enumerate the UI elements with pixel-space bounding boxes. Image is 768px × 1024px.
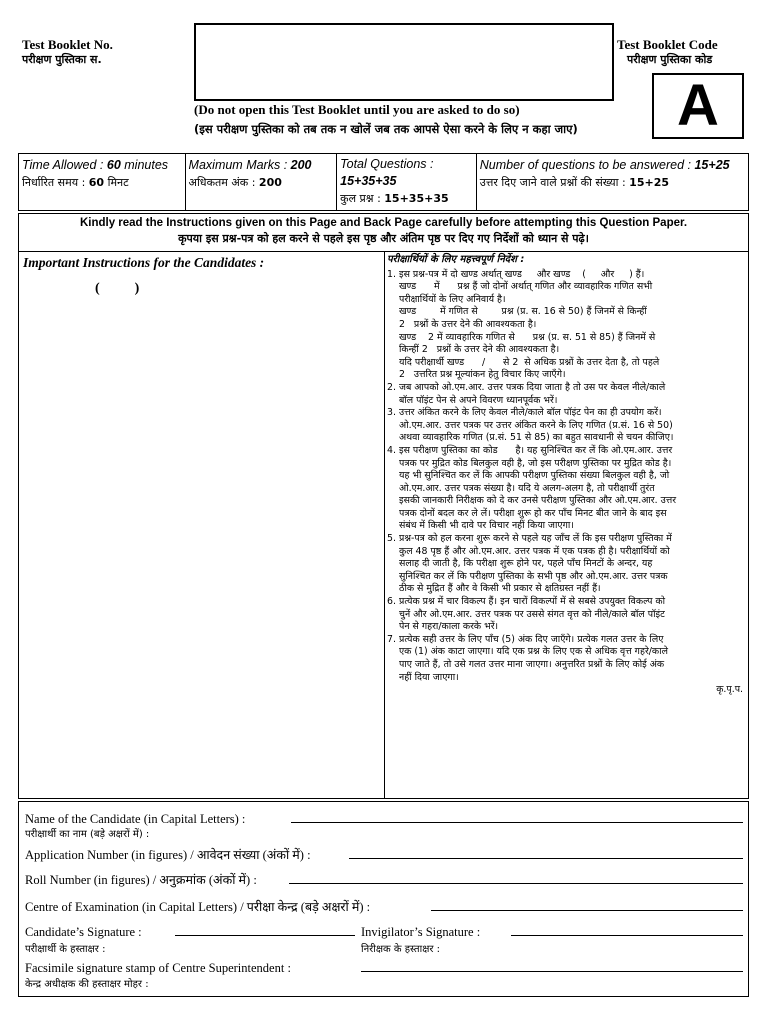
invigilator-signature-label: Invigilator’s Signature : [361,925,481,939]
instruction-line: 2 प्रश्नों के उत्तर देने की आवश्यकता है। [399,318,537,330]
total-questions-cell [337,154,477,210]
instruction-line: पत्रक दोनों बदल कर ले लें। परीक्षा शुरू हो कर पाँच मिनट बीत जाने के बाद इस [399,507,667,519]
instruction-line: इसकी जानकारी निरीक्षक को दे कर उनसे परीक्षण पुस्तिका और ओ.एम.आर. उत्तर [399,495,677,507]
instruction-line: यदि परीक्षार्थी खण्ड / से 2 से अधिक प्रश्नों के उत्तर देता है, तो पहले [399,356,660,368]
booklet-number-field[interactable] [194,23,614,101]
application-number-field[interactable] [349,858,743,859]
instruction-number: 3. [387,407,396,419]
booklet-code-box [652,73,744,139]
instruction-item [387,382,745,407]
instruction-number: 2. [387,381,396,393]
time-unit: minutes [120,158,169,172]
answer-label-hindi: उत्तर दिए जाने वाले प्रश्नों की संख्या : [479,176,630,189]
instruction-line: कुल 48 पृष्ठ हैं और ओ.एम.आर. उत्तर पत्रक में एक पत्रक ही है। परीक्षार्थियों को [399,545,670,557]
candidate-signature-label-hindi: परीक्षार्थी के हस्ताक्षर : [25,944,106,955]
questions-value-hindi: 15+35+35 [384,192,449,205]
questions-label-hindi: कुल प्रश्न : [340,192,385,205]
instruction-line: पाए जाते हैं, तो उसे गलत उत्तर माना जाएगा। अनुत्तरित प्रश्नों के लिए कोई अंक [399,659,665,670]
booklet-no-label: Test Booklet No. [22,37,113,52]
instruction-line: परीक्षार्थियों के लिए अनिवार्य है। [399,293,506,305]
exam-centre-label: Centre of Examination (in Capital Letters) / परीक्षा केन्द्र (बड़े अक्षरों में) : [25,900,371,914]
blank-parentheses: ( ) [95,281,140,296]
questions-to-answer-cell [477,154,748,210]
instructions-list [387,269,745,685]
time-value: 60 [106,158,121,172]
instruction-line: बॉल पॉइंट पेन से अपने विवरण ध्यानपूर्वक भरें। [399,394,558,406]
time-label: Time Allowed : [22,158,107,172]
important-instructions-title: Important Instructions for the Candidates : [23,255,265,270]
application-number-label: Application Number (in figures) / आवेदन संख्या (अंकों में) : [25,848,311,862]
instruction-line: खण्ड में प्रश्न हैं जो दोनों अर्थात् गणित और व्यावहारिक गणित सभी [399,281,653,293]
instruction-line: ठीक से मुद्रित हैं और वे किसी भी प्रकार से क्षतिग्रस्त नहीं हैं। [399,583,601,595]
candidate-name-field[interactable] [291,822,743,823]
instruction-line: एक (1) अंक काटा जाएगा। यदि एक प्रश्न के लिए एक से अधिक वृत्त गहरे/काले [399,646,668,658]
superintendent-stamp-label: Facsimile signature stamp of Centre Superintendent : [25,961,291,975]
instruction-number: 1. [387,268,396,280]
instruction-line: चुनें और ओ.एम.आर. उत्तर पत्रक पर उससे संगत वृत्त को नीले/काले बॉल पॉइंट [399,608,665,620]
marks-label-hindi: अधिकतम अंक : [188,176,259,189]
instruction-line: प्रत्येक प्रश्न में चार विकल्प हैं। इन चारों विकल्पों में से सबसे उपयुक्त विकल्प को [399,596,666,608]
booklet-code-letter: A [677,73,719,138]
instruction-number: 4. [387,444,396,456]
marks-value-hindi: 200 [258,176,282,189]
time-label-hindi: निर्धारित समय : [22,176,89,189]
superintendent-stamp-label-hindi: केन्द्र अधीक्षक की हस्ताक्षर मोहर : [25,979,149,990]
candidate-name-label: Name of the Candidate (in Capital Letters) : [25,812,246,826]
instruction-number: 5. [387,533,396,545]
booklet-code-label: Test Booklet Code [617,37,718,52]
marks-value: 200 [290,158,312,172]
instruction-number: 7. [387,633,396,645]
instructions-box [18,213,749,799]
instruction-item [387,269,745,382]
instruction-line: जब आपको ओ.एम.आर. उत्तर पत्रक दिया जाता है तो उस पर केवल नीले/काले [399,381,666,393]
time-allowed-cell [19,154,186,210]
answer-label: Number of questions to be answered : [479,158,695,172]
candidate-details-form [18,801,749,997]
do-not-open-notice-hindi: (इस परीक्षण पुस्तिका को तब तक न खोलें जब तक आपसे ऐसा करने के लिए न कहा जाए) [194,122,578,136]
instruction-line: खण्ड 2 में व्यावहारिक गणित से प्रश्न (प्र. स. 51 से 85) हैं जिनमें से [399,331,656,343]
booklet-no-label-hindi: परीक्षण पुस्तिका स. [22,53,102,66]
answer-value-hindi: 15+25 [629,176,670,189]
instruction-line: नहीं दिया जाएगा। [399,671,459,683]
instruction-line: खण्ड में गणित से प्रश्न (प्र. स. 16 से 50) हैं जिनमें से किन्हीं [399,306,647,318]
superintendent-stamp-field[interactable] [361,971,743,972]
candidate-signature-label: Candidate’s Signature : [25,925,142,939]
instruction-item [387,634,745,684]
instruction-line: प्रत्येक सही उत्तर के लिए पाँच (5) अंक दिए जाएँगे। प्रत्येक गलत उत्तर के लिए [399,633,664,645]
answer-value: 15+25 [694,158,730,172]
instruction-line: इस प्रश्न-पत्र में दो खण्ड अर्थात् खण्ड और खण्ड ( और ) हैं। [399,268,645,280]
instruction-line: पत्रक पर मुद्रित कोड बिलकुल वही है, जो इस परीक्षण पुस्तिका पर मुद्रित कोड है। [399,457,672,469]
instruction-line: किन्हीं 2 प्रश्नों के उत्तर देने की आवश्यकता है। [399,344,560,356]
instruction-line: पेन से गहरा/काला करके भरें। [399,621,499,633]
instruction-line: ओ.एम.आर. उत्तर पत्रक पर उत्तर अंकित करने के लिए गणित (प्र.सं. 16 से 50) [399,419,673,431]
kindly-read-notice-hindi: कृपया इस प्रश्न-पत्र को हल करने से पहले इस पृष्ठ और अंतिम पृष्ठ पर दिए गए निर्देशों को ध्यान से पढ़े। [178,232,589,245]
time-value-hindi: 60 [88,176,105,189]
instruction-line: इस परीक्षण पुस्तिका का कोड है। यह सुनिश्चित कर लें कि ओ.एम.आर. उत्तर [399,444,673,456]
roll-number-label: Roll Number (in figures) / अनुक्रमांक (अंकों में) : [25,873,257,887]
instruction-line: 2 उत्तरित प्रश्न मूल्यांकन हेतु विचार किए जाएँगे। [399,369,566,381]
instruction-line: अथवा व्यावहारिक गणित (प्र.सं. 51 से 85) का बहुत सावधानी से चयन कीजिए। [399,432,674,444]
marks-label: Maximum Marks : [188,158,291,172]
hindi-instructions-column [387,254,745,697]
instruction-line: संबंध में किसी भी दावे पर विचार नहीं किया जाएगा। [399,520,574,532]
kindly-read-notice: Kindly read the Instructions given on this Page and Back Page carefully before attempting this Question Paper. [79,217,688,229]
candidate-signature-field[interactable] [175,935,355,936]
invigilator-signature-field[interactable] [511,935,743,936]
instruction-item [387,533,745,596]
instruction-line: सुनिश्चित कर लें कि परीक्षण पुस्तिका के सभी पृष्ठ और ओ.एम.आर. उत्तर पत्रक [399,570,668,582]
time-unit-hindi: मिनट [104,176,129,189]
instruction-item [387,596,745,634]
max-marks-cell [186,154,338,210]
instruction-line: उत्तर अंकित करने के लिए केवल नीले/काले बॉल पॉइंट पेन का ही उपयोग करें। [399,407,662,419]
questions-label: Total Questions : [340,157,434,171]
column-divider [384,251,385,798]
roll-number-field[interactable] [289,883,743,884]
do-not-open-notice: (Do not open this Test Booklet until you are asked to do so) [194,102,520,117]
instruction-number: 6. [387,596,396,608]
instruction-line: ओ.एम.आर. उत्तर पत्रक संख्या है। यदि ये अलग-अलग है, तो परीक्षार्थी तुरंत [399,482,655,494]
instruction-item [387,407,745,445]
instruction-item [387,445,745,533]
instruction-line: प्रश्न-पत्र को हल करना शुरू करने से पहले यह जाँच लें कि इस परीक्षण पुस्तिका में [399,533,672,545]
questions-value: 15+35+35 [340,174,397,188]
instruction-line: यह भी सुनिश्चित कर लें कि आपकी परीक्षण पुस्तिका संख्या बिलकुल वही है, जो [399,470,670,482]
exam-info-table [18,153,749,211]
instruction-line: सलाह दी जाती है, कि परीक्षा शुरू होने पर, पहले पाँच मिनटों के अन्दर, यह [399,558,653,570]
pto-note: कृ.पृ.प. [716,684,743,696]
booklet-code-label-hindi: परीक्षण पुस्तिका कोड [627,53,713,66]
candidate-name-label-hindi: परीक्षार्थी का नाम (बड़े अक्षरों में) : [25,829,150,840]
hindi-instructions-title: परीक्षार्थियों के लिए महत्त्वपूर्ण निर्देश : [387,254,525,265]
invigilator-signature-label-hindi: निरीक्षक के हस्ताक्षर : [361,944,441,955]
exam-centre-field[interactable] [431,910,743,911]
